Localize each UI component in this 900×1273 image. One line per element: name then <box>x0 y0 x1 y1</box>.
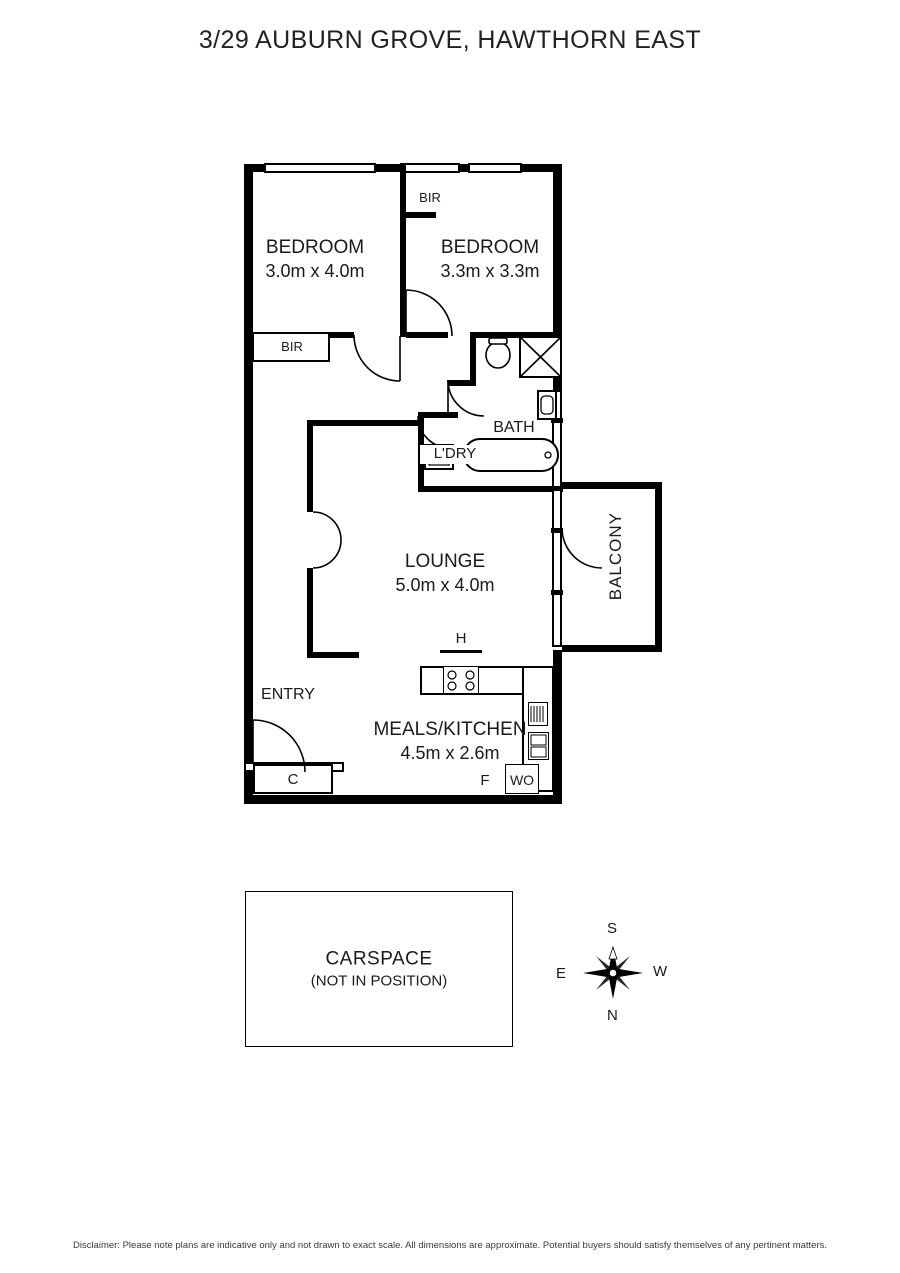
bir-left-text: BIR <box>281 339 303 354</box>
room-label-bath <box>474 418 554 438</box>
compass-letter-south: S <box>607 920 618 937</box>
carspace-label-group <box>246 949 512 990</box>
bedroom2-name: BEDROOM <box>440 237 540 258</box>
fridge-text: F <box>480 772 490 789</box>
lounge-name: LOUNGE <box>404 551 486 572</box>
entry-name: ENTRY <box>261 686 315 703</box>
floor-plan <box>230 150 680 820</box>
annotation-wall-oven <box>506 772 538 790</box>
bedroom2-dim: 3.3m x 3.3m <box>440 260 540 281</box>
carspace-label: CARSPACE <box>325 948 433 970</box>
annotation-fridge <box>470 772 500 791</box>
bath-name: BATH <box>493 419 535 436</box>
wall-oven-text: WO <box>509 772 535 788</box>
room-label-entry <box>228 685 348 705</box>
room-label-kitchen <box>340 718 560 764</box>
room-label-lounge <box>370 550 520 596</box>
compass-rose <box>548 915 678 1030</box>
room-label-bedroom2 <box>415 236 565 282</box>
annotation-cupboard <box>275 771 311 790</box>
cupboard-text: C <box>287 771 299 788</box>
kitchen-name: MEALS/KITCHEN <box>373 719 527 740</box>
compass-letter-west: W <box>653 963 668 980</box>
bedroom1-name: BEDROOM <box>265 237 365 258</box>
compass-letter-east: E <box>556 965 567 982</box>
kitchen-dim: 4.5m x 2.6m <box>400 742 500 763</box>
annotation-bir-left <box>270 339 314 355</box>
carspace-box <box>245 891 513 1047</box>
annotation-bir-top <box>410 190 450 206</box>
compass-letter-north: N <box>607 1007 618 1024</box>
annotation-hotplate <box>443 630 479 649</box>
room-label-balcony <box>606 512 626 600</box>
balcony-name: BALCONY <box>606 512 625 601</box>
page-title: 3/29 AUBURN GROVE, HAWTHORN EAST <box>198 26 702 54</box>
laundry-name: L'DRY <box>433 445 477 462</box>
bir-top-text: BIR <box>419 190 441 205</box>
disclaimer-text: Disclaimer: Please note plans are indicative only and not drawn to exact scale. All dimensions are approximate. Potential buyers should satisfy themselves of any pertinent matters. <box>72 1240 828 1251</box>
hotplate-text: H <box>455 630 467 647</box>
bedroom1-dim: 3.0m x 4.0m <box>265 260 365 281</box>
lounge-dim: 5.0m x 4.0m <box>395 574 495 595</box>
room-label-bedroom1 <box>240 236 390 282</box>
room-label-laundry <box>420 445 490 464</box>
carspace-sublabel: (NOT IN POSITION) <box>310 972 448 990</box>
